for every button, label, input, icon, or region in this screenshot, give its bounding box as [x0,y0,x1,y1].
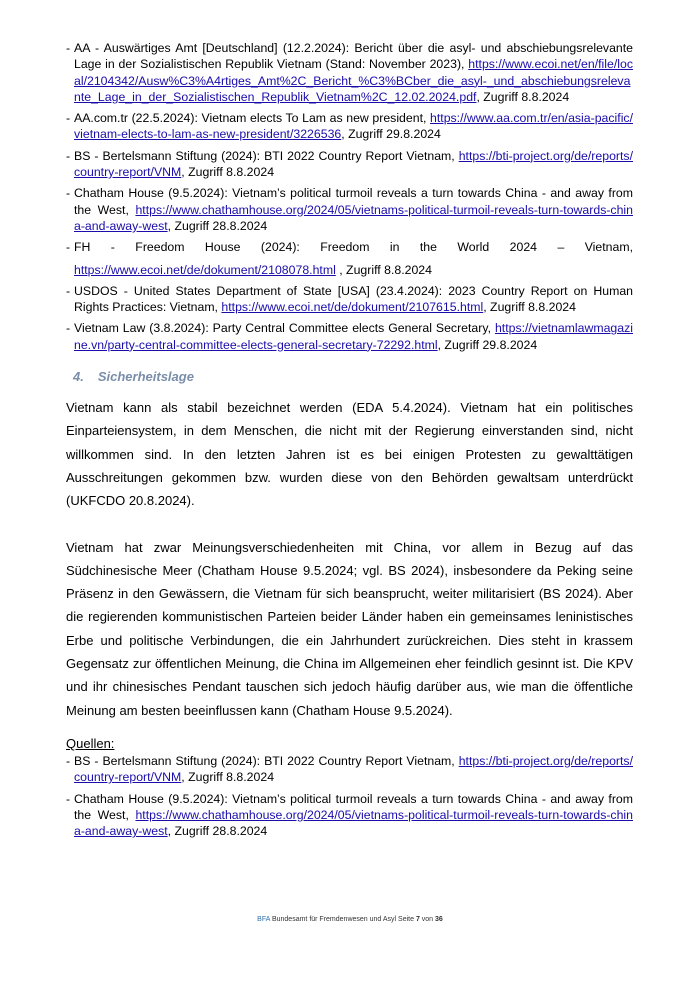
source-access-date: , Zugriff 8.8.2024 [181,770,275,785]
source-citation: FH - Freedom House (2024): Freedom in the World 2024 – Vietnam, [74,240,633,255]
section-heading [66,369,633,384]
bullet-dash: - [66,240,71,255]
source-link[interactable]: https://bti-project.org/de/reports/country-report/VNM [74,753,633,785]
bullet-dash: - [66,791,71,806]
source-link[interactable]: https://www.aa.com.tr/en/asia-pacific/vietnam-elects-to-lam-as-new-president/3226536 [74,111,633,142]
section-number: 4. [73,369,84,385]
document-page [66,40,633,844]
bullet-dash: - [66,753,71,768]
source-item [66,283,633,316]
source-item [66,185,633,234]
source-access-date: , Zugriff 29.8.2024 [341,127,441,142]
bullet-dash: - [66,321,71,336]
bullet-dash: - [66,41,71,55]
source-item [66,110,633,143]
bullet-dash: - [66,283,71,298]
footer-of: von [419,916,436,923]
source-link[interactable]: https://www.ecoi.net/de/dokument/2108078.html [74,262,336,277]
paragraph-2: Vietnam hat zwar Meinungsverschiedenheiten mit China, vor allem in Bezug auf das Südchinesische Meer (Chatham House 9.5.2024; vgl. BS 2024), insbesondere da Peking seine Präsenz in den Gewässern, die Vietnam für sich beansprucht, weiter militarisiert (BS 2024). Aber die regierenden kommunistischen Parteien beider Länder haben ein gemeinsames leninistisches Erbe und politische Verbindungen, die ein Jahrhundert zurückreichen. Dies steht in krassem Gegensatz zur öffentlichen Meinung, die China im Allgemeinen eher feindlich gesinnt ist. Die KPV und ihr chinesisches Pendant tauschen sich jedoch häufig darüber aus, wie man die öffentliche Meinung am besten beeinflussen kann (Chatham House 9.5.2024). [66,539,633,718]
bullet-dash: - [66,186,71,201]
source-item [66,148,633,181]
footer-org-name: Bundesamt für Fremdenwesen und Asyl Seite [270,916,416,923]
sources-label: Quellen: [66,735,115,751]
source-link[interactable]: https://www.chathamhouse.org/2024/05/vietnams-political-turmoil-reveals-turn-towards-china-and-away-west [74,202,633,233]
source-citation: BS - Bertelsmann Stiftung (2024): BTI 2022 Country Report Vietnam, [74,148,459,163]
source-access-date: , Zugriff 29.8.2024 [437,337,538,352]
source-item [66,320,633,353]
section-title: Sicherheitslage [97,369,194,385]
source-link[interactable]: https://www.ecoi.net/en/file/local/2104342/Ausw%C3%A4rtiges_Amt%2C_Bericht_%C3%BCber_die_asyl-_und_abschiebungsrelevante_Lage_in_der_Sozialistischen_Republik_Vietnam%2C_12.02.2024.pdf [74,57,633,104]
footer-org-abbr: BFA [257,916,271,923]
source-access-date: , Zugriff 8.8.2024 [483,300,576,315]
source-access-date: , Zugriff 8.8.2024 [335,262,432,277]
source-item [66,239,633,278]
source-access-date: , Zugriff 28.8.2024 [167,218,268,233]
source-item [66,40,633,105]
footer-page-number: 7 [415,916,420,923]
source-link[interactable]: https://bti-project.org/de/reports/country-report/VNM [74,148,633,180]
paragraph-1: Vietnam kann als stabil bezeichnet werden (EDA 5.4.2024). Vietnam hat ein politisches Einparteiensystem, in dem Menschen, die nicht mit der Regierung einverstanden sind, nicht willkommen sind. In den letzten Jahren ist es bei einigen Protesten zu gewalttätigen Ausschreitungen gekommen bzw. wurden diese von den Behörden gewaltsam unterdrückt (UKFCDO 20.8.2024). [66,400,633,509]
source-citation: BS - Bertelsmann Stiftung (2024): BTI 2022 Country Report Vietnam, [74,753,459,768]
source-item [66,753,633,786]
top-source-list [66,40,633,353]
source-citation: Chatham House (9.5.2024): Vietnam’s political turmoil reveals a turn towards China - and away from the West, [74,791,633,822]
source-link[interactable]: https://vietnamlawmagazine.vn/party-central-committee-elects-general-secretary-72292.html [74,321,633,352]
source-link[interactable]: https://www.chathamhouse.org/2024/05/vietnams-political-turmoil-reveals-turn-towards-china-and-away-west [74,807,633,839]
source-citation: AA.com.tr (22.5.2024): Vietnam elects To Lam as new president, [74,111,431,126]
footer-page-total: 36 [435,916,443,923]
page-footer [0,916,700,923]
bullet-dash: - [66,111,71,126]
source-access-date: , Zugriff 8.8.2024 [476,89,570,104]
source-citation: AA - Auswärtiges Amt [Deutschland] (12.2.2024): Bericht über die asyl- und abschiebungsrelevante Lage in der Sozialistischen Republik Vietnam (Stand: November 2023), [74,41,633,72]
source-item [66,791,633,840]
source-citation: Vietnam Law (3.8.2024): Party Central Committee elects General Secretary, [74,321,495,336]
source-citation: Chatham House (9.5.2024): Vietnam’s political turmoil reveals a turn towards China - and away from the West, [74,186,633,217]
source-access-date: , Zugriff 8.8.2024 [181,165,275,180]
source-citation: USDOS - United States Department of State [USA] (23.4.2024): 2023 Country Report on Human Rights Practices: Vietnam, [74,283,633,315]
bottom-source-list [66,753,633,839]
source-link[interactable]: https://www.ecoi.net/de/dokument/2107615.html [221,300,484,315]
bullet-dash: - [66,148,71,163]
source-access-date: , Zugriff 28.8.2024 [167,824,268,839]
